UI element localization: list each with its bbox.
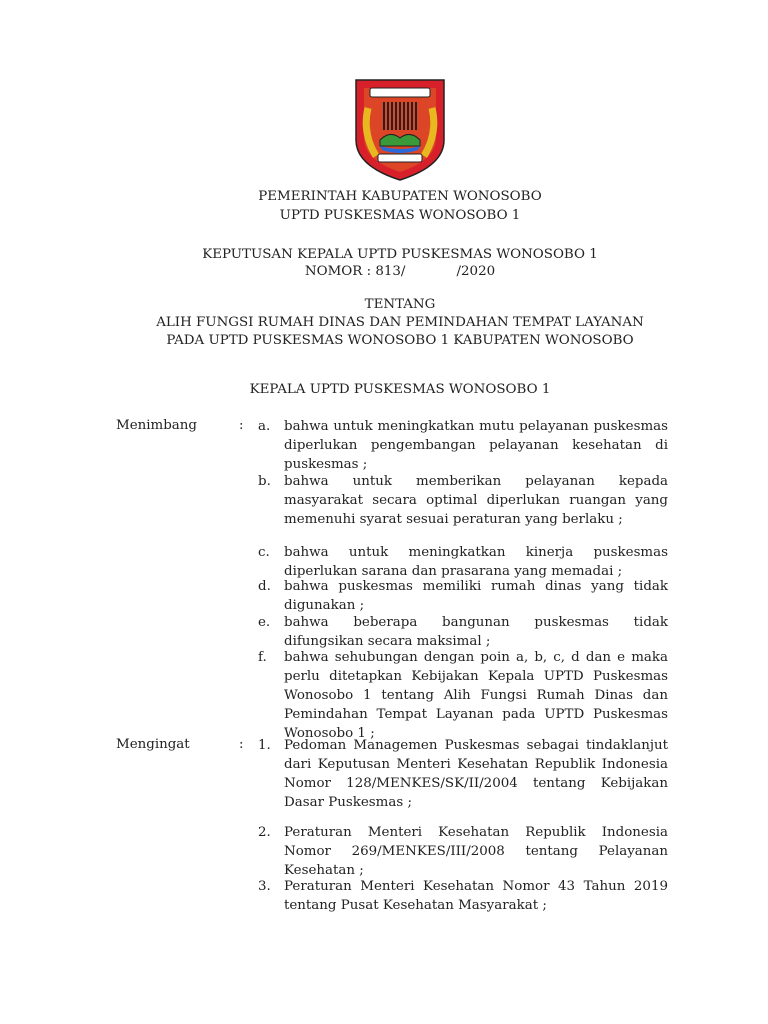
item-marker: c. [258, 545, 270, 560]
item-marker: f. [258, 650, 267, 665]
subject-line-1: ALIH FUNGSI RUMAH DINAS DAN PEMINDAHAN TEMPAT LAYANAN [156, 315, 644, 330]
menimbang-label: Menimbang [116, 418, 197, 433]
item-marker: 1. [258, 738, 271, 753]
menimbang-item [258, 543, 668, 581]
item-marker: e. [258, 615, 271, 630]
mengingat-colon: : [239, 737, 244, 752]
item-text: bahwa puskesmas memiliki rumah dinas yang tidak digunakan ; [284, 579, 668, 613]
item-marker: d. [258, 579, 271, 594]
institution-name: UPTD PUSKESMAS WONOSOBO 1 [279, 208, 521, 223]
government-name: PEMERINTAH KABUPATEN WONOSOBO [258, 189, 542, 204]
item-text: Peraturan Menteri Kesehatan Republik Indonesia Nomor 269/MENKES/III/2008 tentang Pelayanan Kesehatan ; [284, 825, 668, 878]
menimbang-colon: : [239, 418, 244, 433]
mengingat-label: Mengingat [116, 737, 190, 752]
item-text: Peraturan Menteri Kesehatan Nomor 43 Tahun 2019 tentang Pusat Kesehatan Masyarakat ; [284, 879, 668, 913]
item-text: bahwa untuk meningkatkan kinerja puskesmas diperlukan sarana dan prasarana yang memadai ; [284, 545, 668, 579]
mengingat-item [258, 736, 668, 812]
item-text: bahwa beberapa bangunan puskesmas tidak difungsikan secara maksimal ; [284, 615, 668, 649]
item-text: bahwa untuk meningkatkan mutu pelayanan puskesmas diperlukan pengembangan pelayanan kesehatan di puskesmas ; [284, 419, 668, 472]
item-marker: 2. [258, 825, 271, 840]
menimbang-item [258, 577, 668, 615]
item-marker: 3. [258, 879, 271, 894]
about-heading: TENTANG [364, 297, 436, 312]
mengingat-item [258, 823, 668, 880]
item-marker: a. [258, 419, 271, 434]
item-text: bahwa sehubungan dengan poin a, b, c, d dan e maka perlu ditetapkan Kebijakan Kepala UPTD Puskesmas Wonosobo 1 tentang Alih Fungsi Rumah Dinas dan Pemindahan Tempat Layanan pada UPTD Puskesmas Wonosobo 1 ; [284, 650, 668, 741]
menimbang-item [258, 613, 668, 651]
menimbang-item [258, 648, 668, 743]
item-marker: b. [258, 474, 271, 489]
subject-line-2: PADA UPTD PUSKESMAS WONOSOBO 1 KABUPATEN WONOSOBO [166, 333, 634, 348]
mengingat-item [258, 877, 668, 915]
decree-title: KEPUTUSAN KEPALA UPTD PUSKESMAS WONOSOBO 1 [202, 247, 598, 262]
official-title: KEPALA UPTD PUSKESMAS WONOSOBO 1 [249, 382, 551, 397]
menimbang-item [258, 417, 668, 474]
item-text: Pedoman Managemen Puskesmas sebagai tindaklanjut dari Keputusan Menteri Kesehatan Republik Indonesia Nomor 128/MENKES/SK/II/2004 tentang Kebijakan Dasar Puskesmas ; [284, 738, 668, 810]
item-text: bahwa untuk memberikan pelayanan kepada masyarakat secara optimal diperlukan ruangan yang memenuhi syarat sesuai peraturan yang berlaku ; [284, 474, 668, 527]
decree-number: NOMOR : 813/ /2020 [304, 264, 496, 279]
wonosobo-coat-of-arms-icon [354, 78, 446, 182]
menimbang-item [258, 472, 668, 529]
